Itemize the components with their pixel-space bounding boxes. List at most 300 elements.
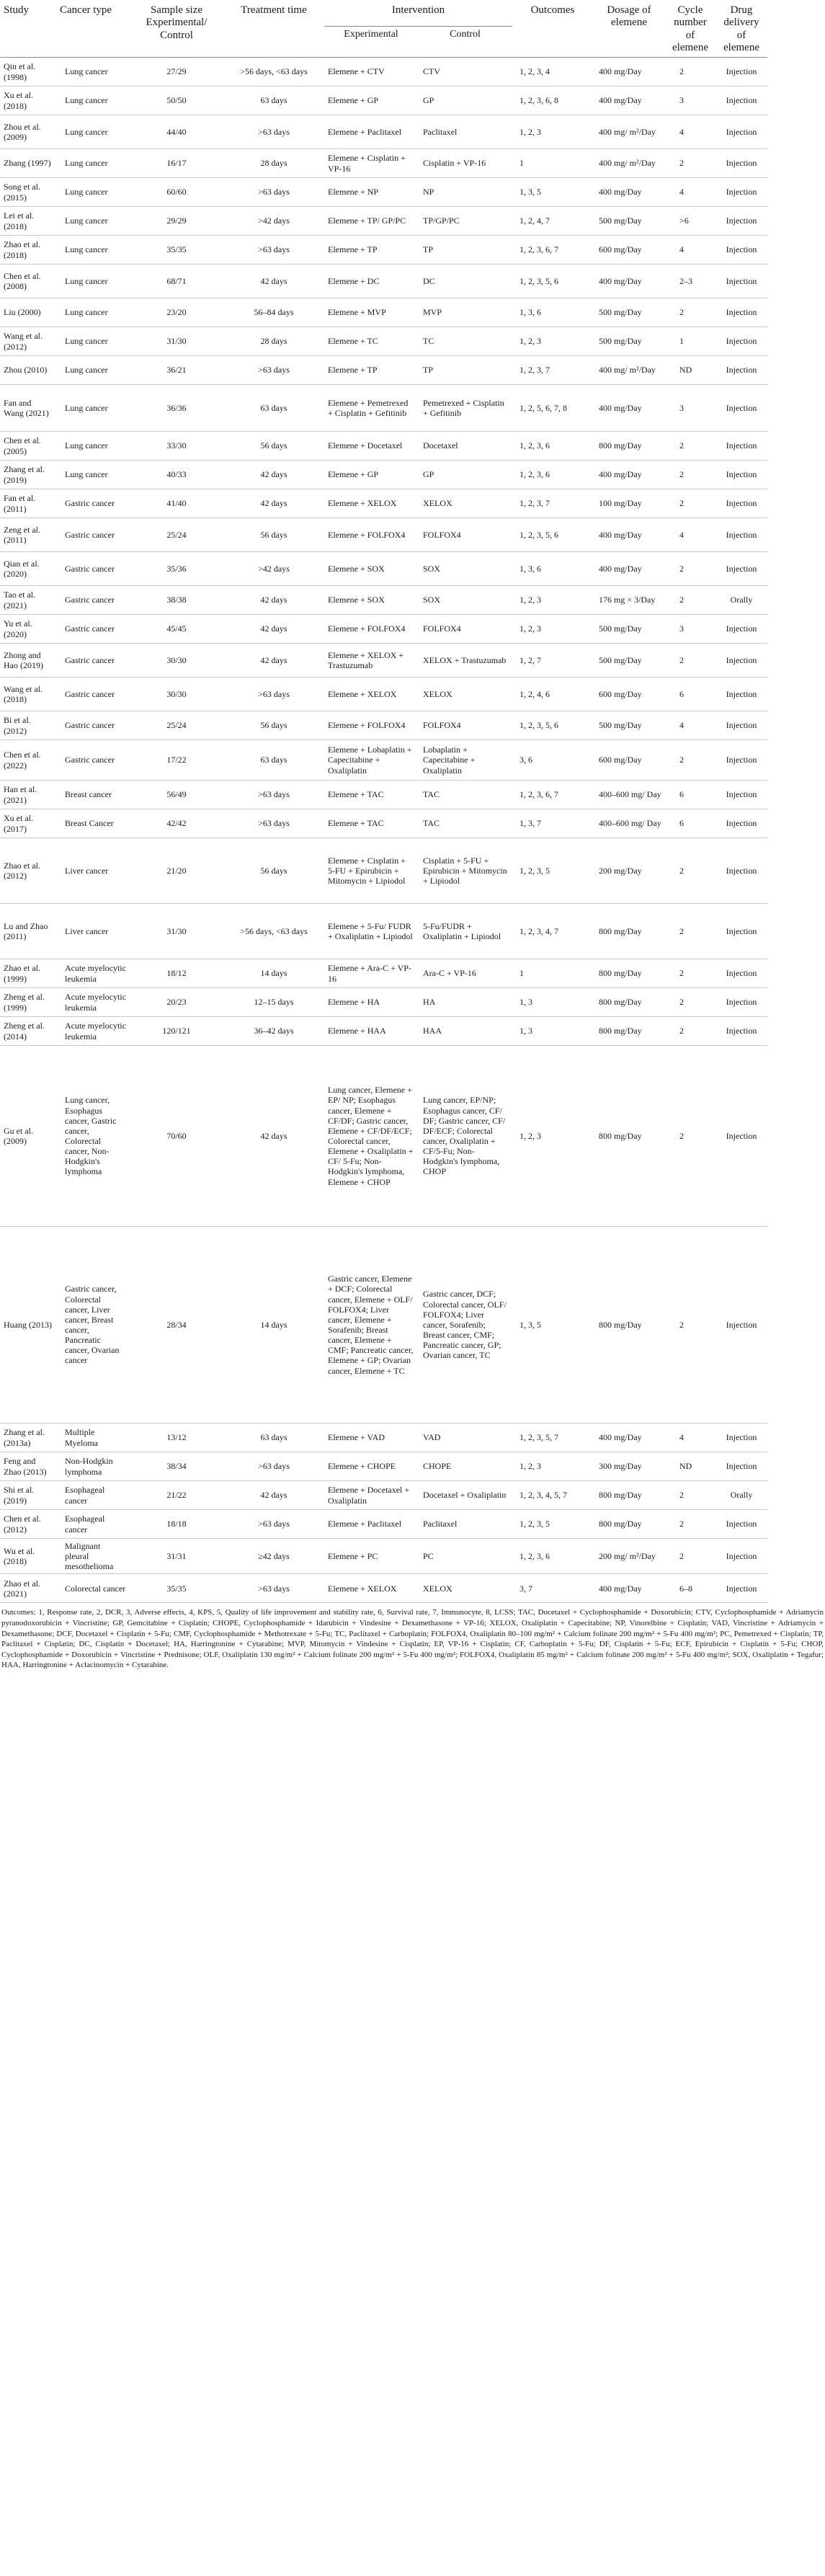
- cell-outcomes: 1, 2, 3, 6: [512, 1539, 593, 1574]
- cell-experimental: Elemene + TP: [324, 236, 418, 265]
- cell-study: Gu et al. (2009): [0, 1046, 56, 1227]
- table-row: [0, 298, 825, 327]
- cell-cycle: 4: [665, 1424, 715, 1452]
- cell-dosage: 800 mg/Day: [593, 988, 665, 1017]
- cell-treatment-time: 63 days: [223, 740, 324, 781]
- table-row: [0, 1424, 825, 1452]
- cell-control: XELOX: [418, 678, 512, 711]
- cell-experimental: Elemene + MVP: [324, 298, 418, 327]
- cell-cancer-type: Lung cancer: [56, 149, 130, 178]
- cell-cancer-type: Multiple Myeloma: [56, 1424, 130, 1452]
- cell-cycle: 3: [665, 615, 715, 644]
- cell-control: GP: [418, 86, 512, 115]
- cell-study: Zhang (1997): [0, 149, 56, 178]
- cell-control: TP/GP/PC: [418, 207, 512, 236]
- table-row: [0, 518, 825, 552]
- header-cycle: Cycle number of elemene: [665, 0, 715, 58]
- cell-experimental: Elemene + Docetaxel: [324, 432, 418, 461]
- cell-cycle: 2: [665, 644, 715, 678]
- cell-cycle: 2: [665, 904, 715, 959]
- cell-sample-size: 21/22: [130, 1481, 223, 1510]
- cell-cancer-type: Gastric cancer: [56, 518, 130, 552]
- table-row: [0, 1539, 825, 1574]
- cell-delivery: Injection: [715, 781, 767, 809]
- cell-outcomes: 1, 2, 3, 6, 7: [512, 781, 593, 809]
- cell-treatment-time: >63 days: [223, 809, 324, 838]
- cell-experimental: Elemene + XELOX + Trastuzumab: [324, 644, 418, 678]
- cell-sample-size: 41/40: [130, 489, 223, 518]
- cell-sample-size: 23/20: [130, 298, 223, 327]
- cell-outcomes: 1, 2, 4, 7: [512, 207, 593, 236]
- cell-delivery: Injection: [715, 265, 767, 298]
- cell-experimental: Elemene + HA: [324, 988, 418, 1017]
- header-study: Study: [0, 0, 56, 58]
- cell-outcomes: 1, 2, 7: [512, 644, 593, 678]
- cell-dosage: 500 mg/Day: [593, 327, 665, 356]
- cell-control: SOX: [418, 586, 512, 615]
- cell-experimental: Elemene + Docetaxel + Oxaliplatin: [324, 1481, 418, 1510]
- cell-control: TP: [418, 356, 512, 385]
- cell-experimental: Elemene + SOX: [324, 552, 418, 586]
- cell-study: Zhao et al. (2018): [0, 236, 56, 265]
- cell-sample-size: 33/30: [130, 432, 223, 461]
- cell-control: Docetaxel: [418, 432, 512, 461]
- cell-experimental: Elemene + 5-Fu/ FUDR + Oxaliplatin + Lipiodol: [324, 904, 418, 959]
- cell-experimental: Elemene + HAA: [324, 1017, 418, 1046]
- cell-cancer-type: Acute myelocytic leukemia: [56, 1017, 130, 1046]
- cell-cycle: 4: [665, 518, 715, 552]
- cell-delivery: Injection: [715, 236, 767, 265]
- cell-outcomes: 3, 6: [512, 740, 593, 781]
- cell-treatment-time: 42 days: [223, 1046, 324, 1227]
- cell-sample-size: 45/45: [130, 615, 223, 644]
- cell-sample-size: 36/21: [130, 356, 223, 385]
- cell-outcomes: 1, 2, 3, 4, 5, 7: [512, 1481, 593, 1510]
- cell-outcomes: 1, 2, 3, 7: [512, 489, 593, 518]
- cell-sample-size: 35/35: [130, 236, 223, 265]
- cell-cycle: 2: [665, 988, 715, 1017]
- cell-cycle: 4: [665, 178, 715, 207]
- cell-dosage: 500 mg/Day: [593, 298, 665, 327]
- cell-control: FOLFOX4: [418, 518, 512, 552]
- cell-treatment-time: 42 days: [223, 586, 324, 615]
- cell-study: Lu and Zhao (2011): [0, 904, 56, 959]
- cell-cancer-type: Lung cancer: [56, 207, 130, 236]
- cell-outcomes: 1, 2, 3, 4: [512, 58, 593, 86]
- cell-study: Bi et al. (2012): [0, 711, 56, 740]
- cell-study: Zhou (2010): [0, 356, 56, 385]
- cell-cancer-type: Breast cancer: [56, 781, 130, 809]
- cell-dosage: 400 mg/Day: [593, 265, 665, 298]
- cell-experimental: Elemene + Cisplatin + VP-16: [324, 149, 418, 178]
- cell-sample-size: 25/24: [130, 518, 223, 552]
- cell-treatment-time: 42 days: [223, 644, 324, 678]
- cell-sample-size: 30/30: [130, 644, 223, 678]
- cell-delivery: Injection: [715, 1017, 767, 1046]
- cell-delivery: Injection: [715, 58, 767, 86]
- cell-delivery: Injection: [715, 298, 767, 327]
- cell-dosage: 400 mg/ m²/Day: [593, 356, 665, 385]
- cell-control: TAC: [418, 809, 512, 838]
- cell-study: Xu et al. (2017): [0, 809, 56, 838]
- table-body: [0, 58, 825, 1671]
- cell-study: Wang et al. (2018): [0, 678, 56, 711]
- cell-control: Gastric cancer, DCF; Colorectal cancer, OLF/ FOLFOX4; Liver cancer, Sorafenib; Breast cancer, CMF; Pancreatic cancer, GP; Ovarian cancer, TC: [418, 1227, 512, 1424]
- cell-treatment-time: >63 days: [223, 356, 324, 385]
- cell-outcomes: 1, 2, 4, 6: [512, 678, 593, 711]
- table-row: [0, 552, 825, 586]
- cell-outcomes: 1: [512, 959, 593, 988]
- cell-experimental: Elemene + TP/ GP/PC: [324, 207, 418, 236]
- cell-cycle: 3: [665, 86, 715, 115]
- cell-dosage: 800 mg/Day: [593, 1017, 665, 1046]
- cell-control: Ara-C + VP-16: [418, 959, 512, 988]
- cell-cancer-type: Lung cancer: [56, 115, 130, 149]
- cell-study: Zhang et al. (2013a): [0, 1424, 56, 1452]
- cell-control: FOLFOX4: [418, 615, 512, 644]
- cell-treatment-time: 42 days: [223, 615, 324, 644]
- cell-delivery: Injection: [715, 678, 767, 711]
- cell-experimental: Elemene + XELOX: [324, 1574, 418, 1603]
- cell-cycle: 2–3: [665, 265, 715, 298]
- cell-sample-size: 17/22: [130, 740, 223, 781]
- cell-treatment-time: >42 days: [223, 207, 324, 236]
- cell-cancer-type: Liver cancer: [56, 838, 130, 904]
- cell-sample-size: 70/60: [130, 1046, 223, 1227]
- cell-cancer-type: Lung cancer: [56, 385, 130, 432]
- cell-control: Paclitaxel: [418, 1510, 512, 1539]
- cell-delivery: Injection: [715, 711, 767, 740]
- cell-sample-size: 21/20: [130, 838, 223, 904]
- cell-delivery: Injection: [715, 489, 767, 518]
- cell-experimental: Elemene + XELOX: [324, 489, 418, 518]
- cell-dosage: 500 mg/Day: [593, 711, 665, 740]
- cell-delivery: Injection: [715, 1510, 767, 1539]
- cell-treatment-time: >63 days: [223, 115, 324, 149]
- cell-delivery: Orally: [715, 586, 767, 615]
- cell-outcomes: 1, 2, 3, 5, 6: [512, 711, 593, 740]
- cell-dosage: 400–600 mg/ Day: [593, 809, 665, 838]
- cell-cancer-type: Lung cancer: [56, 327, 130, 356]
- cell-delivery: Injection: [715, 1046, 767, 1227]
- cell-dosage: 600 mg/Day: [593, 678, 665, 711]
- cell-experimental: Elemene + Cisplatin + 5-FU + Epirubicin + Mitomycin + Lipiodol: [324, 838, 418, 904]
- cell-outcomes: 1, 2, 3: [512, 327, 593, 356]
- cell-study: Huang (2013): [0, 1227, 56, 1424]
- cell-dosage: 800 mg/Day: [593, 1227, 665, 1424]
- cell-cycle: 2: [665, 1046, 715, 1227]
- cell-control: MVP: [418, 298, 512, 327]
- cell-experimental: Elemene + Ara-C + VP-16: [324, 959, 418, 988]
- cell-cycle: 3: [665, 385, 715, 432]
- table-row: [0, 149, 825, 178]
- cell-delivery: Injection: [715, 207, 767, 236]
- table-row: [0, 959, 825, 988]
- cell-cancer-type: Gastric cancer, Colorectal cancer, Liver cancer, Breast cancer, Pancreatic cancer, Ovarian cancer: [56, 1227, 130, 1424]
- cell-cancer-type: Non-Hodgkin lymphoma: [56, 1452, 130, 1481]
- cell-experimental: Elemene + VAD: [324, 1424, 418, 1452]
- cell-cycle: 6–8: [665, 1574, 715, 1603]
- cell-cancer-type: Gastric cancer: [56, 615, 130, 644]
- cell-experimental: Elemene + PC: [324, 1539, 418, 1574]
- table-row: [0, 356, 825, 385]
- cell-treatment-time: 12–15 days: [223, 988, 324, 1017]
- cell-experimental: Elemene + TAC: [324, 781, 418, 809]
- cell-delivery: Orally: [715, 1481, 767, 1510]
- cell-delivery: Injection: [715, 988, 767, 1017]
- cell-cancer-type: Lung cancer: [56, 236, 130, 265]
- cell-dosage: 800 mg/Day: [593, 1046, 665, 1227]
- cell-sample-size: 31/30: [130, 327, 223, 356]
- cell-cancer-type: Lung cancer: [56, 58, 130, 86]
- cell-treatment-time: >42 days: [223, 552, 324, 586]
- cell-outcomes: 1, 3, 6: [512, 552, 593, 586]
- cell-study: Chen et al. (2005): [0, 432, 56, 461]
- header-treatment-time: Treatment time: [223, 0, 324, 58]
- cell-outcomes: 1, 2, 3, 5: [512, 1510, 593, 1539]
- cell-delivery: Injection: [715, 644, 767, 678]
- table-row: [0, 385, 825, 432]
- cell-dosage: 800 mg/Day: [593, 432, 665, 461]
- cell-experimental: Elemene + GP: [324, 86, 418, 115]
- cell-control: PC: [418, 1539, 512, 1574]
- cell-dosage: 176 mg × 3/Day: [593, 586, 665, 615]
- cell-cycle: 2: [665, 1539, 715, 1574]
- cell-delivery: Injection: [715, 385, 767, 432]
- cell-cancer-type: Gastric cancer: [56, 740, 130, 781]
- cell-treatment-time: 42 days: [223, 1481, 324, 1510]
- cell-cycle: ND: [665, 356, 715, 385]
- cell-control: Cisplatin + VP-16: [418, 149, 512, 178]
- cell-study: Zeng et al. (2011): [0, 518, 56, 552]
- cell-treatment-time: 14 days: [223, 1227, 324, 1424]
- cell-dosage: 500 mg/Day: [593, 207, 665, 236]
- cell-dosage: 400 mg/Day: [593, 58, 665, 86]
- cell-delivery: Injection: [715, 356, 767, 385]
- cell-cancer-type: Breast Cancer: [56, 809, 130, 838]
- cell-cancer-type: Acute myelocytic leukemia: [56, 959, 130, 988]
- table-row: [0, 1227, 825, 1424]
- cell-treatment-time: 63 days: [223, 385, 324, 432]
- cell-control: XELOX: [418, 1574, 512, 1603]
- cell-outcomes: 1, 2, 3, 4, 7: [512, 904, 593, 959]
- cell-sample-size: 40/33: [130, 461, 223, 489]
- cell-experimental: Elemene + TC: [324, 327, 418, 356]
- cell-sample-size: 30/30: [130, 678, 223, 711]
- cell-study: Zhou et al. (2009): [0, 115, 56, 149]
- table-row: [0, 58, 825, 86]
- cell-control: HA: [418, 988, 512, 1017]
- cell-cycle: 6: [665, 678, 715, 711]
- table-row: [0, 178, 825, 207]
- cell-outcomes: 1, 3, 6: [512, 298, 593, 327]
- cell-experimental: Elemene + Paclitaxel: [324, 1510, 418, 1539]
- cell-outcomes: 1, 2, 3: [512, 115, 593, 149]
- cell-cancer-type: Acute myelocytic leukemia: [56, 988, 130, 1017]
- cell-treatment-time: 14 days: [223, 959, 324, 988]
- cell-cycle: 2: [665, 586, 715, 615]
- table-row: [0, 1017, 825, 1046]
- cell-delivery: Injection: [715, 149, 767, 178]
- header-control: Control: [418, 26, 512, 57]
- cell-control: HAA: [418, 1017, 512, 1046]
- cell-study: Qian et al. (2020): [0, 552, 56, 586]
- cell-study: Liu (2000): [0, 298, 56, 327]
- cell-control: FOLFOX4: [418, 711, 512, 740]
- cell-study: Han et al. (2021): [0, 781, 56, 809]
- cell-cycle: 2: [665, 838, 715, 904]
- table-row: [0, 781, 825, 809]
- cell-study: Song et al. (2015): [0, 178, 56, 207]
- cell-sample-size: 25/24: [130, 711, 223, 740]
- cell-experimental: Elemene + SOX: [324, 586, 418, 615]
- header-dosage: Dosage of elemene: [593, 0, 665, 58]
- cell-control: XELOX + Trastuzumab: [418, 644, 512, 678]
- cell-dosage: 500 mg/Day: [593, 615, 665, 644]
- cell-dosage: 800 mg/Day: [593, 1481, 665, 1510]
- cell-outcomes: 1, 3, 5: [512, 178, 593, 207]
- table-row: [0, 207, 825, 236]
- cell-cycle: 1: [665, 327, 715, 356]
- cell-treatment-time: >63 days: [223, 678, 324, 711]
- cell-dosage: 200 mg/Day: [593, 838, 665, 904]
- cell-experimental: Elemene + XELOX: [324, 678, 418, 711]
- cell-cycle: ND: [665, 1452, 715, 1481]
- cell-cancer-type: Lung cancer: [56, 265, 130, 298]
- cell-cancer-type: Lung cancer, Esophagus cancer, Gastric cancer, Colorectal cancer, Non-Hodgkin's lymphoma: [56, 1046, 130, 1227]
- cell-cycle: 2: [665, 298, 715, 327]
- table-row: [0, 1481, 825, 1510]
- cell-dosage: 400 mg/Day: [593, 461, 665, 489]
- cell-outcomes: 1: [512, 149, 593, 178]
- cell-dosage: 200 mg/ m²/Day: [593, 1539, 665, 1574]
- cell-study: Zheng et al. (2014): [0, 1017, 56, 1046]
- cell-outcomes: 1, 2, 3, 5, 6: [512, 518, 593, 552]
- cell-cycle: 2: [665, 461, 715, 489]
- cell-delivery: Injection: [715, 904, 767, 959]
- cell-study: Qin et al. (1998): [0, 58, 56, 86]
- cell-dosage: 800 mg/Day: [593, 904, 665, 959]
- cell-experimental: Elemene + Lobaplatin + Capecitabine + Oxaliplatin: [324, 740, 418, 781]
- cell-study: Zhao et al. (1999): [0, 959, 56, 988]
- cell-outcomes: 1, 3: [512, 988, 593, 1017]
- cell-dosage: 600 mg/Day: [593, 740, 665, 781]
- cell-outcomes: 1, 2, 3: [512, 615, 593, 644]
- cell-experimental: Elemene + Pemetrexed + Cisplatin + Gefitinib: [324, 385, 418, 432]
- cell-sample-size: 36/36: [130, 385, 223, 432]
- cell-study: Chen et al. (2022): [0, 740, 56, 781]
- cell-cycle: 2: [665, 489, 715, 518]
- table-row: [0, 586, 825, 615]
- cell-study: Chen et al. (2008): [0, 265, 56, 298]
- cell-cycle: 2: [665, 740, 715, 781]
- cell-outcomes: 1, 2, 3, 5, 7: [512, 1424, 593, 1452]
- cell-cycle: 6: [665, 809, 715, 838]
- cell-outcomes: 1, 2, 3: [512, 586, 593, 615]
- cell-outcomes: 1, 2, 3, 6, 8: [512, 86, 593, 115]
- table-row: [0, 809, 825, 838]
- cell-sample-size: 13/12: [130, 1424, 223, 1452]
- cell-experimental: Elemene + CHOPE: [324, 1452, 418, 1481]
- cell-cancer-type: Lung cancer: [56, 178, 130, 207]
- cell-delivery: Injection: [715, 809, 767, 838]
- cell-sample-size: 28/34: [130, 1227, 223, 1424]
- cell-delivery: Injection: [715, 959, 767, 988]
- cell-study: Tao et al. (2021): [0, 586, 56, 615]
- cell-study: Zhong and Hao (2019): [0, 644, 56, 678]
- header-experimental: Experimental: [324, 26, 418, 57]
- cell-cancer-type: Lung cancer: [56, 356, 130, 385]
- cell-study: Wang et al. (2012): [0, 327, 56, 356]
- table-row: [0, 327, 825, 356]
- cell-cancer-type: Esophageal cancer: [56, 1510, 130, 1539]
- table-row: [0, 86, 825, 115]
- cell-delivery: Injection: [715, 461, 767, 489]
- cell-treatment-time: >56 days, <63 days: [223, 904, 324, 959]
- cell-treatment-time: 42 days: [223, 461, 324, 489]
- cell-treatment-time: 42 days: [223, 265, 324, 298]
- cell-sample-size: 60/60: [130, 178, 223, 207]
- cell-control: SOX: [418, 552, 512, 586]
- cell-experimental: Elemene + Paclitaxel: [324, 115, 418, 149]
- table-row: [0, 904, 825, 959]
- table-row: [0, 678, 825, 711]
- cell-treatment-time: 56 days: [223, 838, 324, 904]
- cell-control: Docetaxel + Oxaliplatin: [418, 1481, 512, 1510]
- cell-dosage: 600 mg/Day: [593, 236, 665, 265]
- cell-cycle: 2: [665, 58, 715, 86]
- cell-sample-size: 120/121: [130, 1017, 223, 1046]
- cell-dosage: 400 mg/Day: [593, 86, 665, 115]
- cell-delivery: Injection: [715, 1227, 767, 1424]
- cell-delivery: Injection: [715, 552, 767, 586]
- cell-experimental: Elemene + TP: [324, 356, 418, 385]
- cell-cancer-type: Gastric cancer: [56, 644, 130, 678]
- cell-treatment-time: 56 days: [223, 432, 324, 461]
- cell-sample-size: 38/34: [130, 1452, 223, 1481]
- header-delivery: Drug delivery of elemene: [715, 0, 767, 58]
- cell-cancer-type: Lung cancer: [56, 298, 130, 327]
- cell-delivery: Injection: [715, 1424, 767, 1452]
- cell-outcomes: 1, 3, 5: [512, 1227, 593, 1424]
- table-row: [0, 1452, 825, 1481]
- cell-cancer-type: Gastric cancer: [56, 552, 130, 586]
- cell-delivery: Injection: [715, 518, 767, 552]
- cell-delivery: Injection: [715, 1539, 767, 1574]
- cell-dosage: 400 mg/ m²/Day: [593, 115, 665, 149]
- cell-outcomes: 1, 2, 5, 6, 7, 8: [512, 385, 593, 432]
- cell-dosage: 400 mg/Day: [593, 178, 665, 207]
- cell-sample-size: 35/35: [130, 1574, 223, 1603]
- table-row: [0, 615, 825, 644]
- cell-cancer-type: Lung cancer: [56, 432, 130, 461]
- cell-study: Zhao et al. (2012): [0, 838, 56, 904]
- cell-control: Lung cancer, EP/NP; Esophagus cancer, CF/ DF; Gastric cancer, CF/ DF/ECF; Colorectal cancer, Oxaliplatin + CF/5-Fu; Non-Hodgkin's lymphoma, CHOP: [418, 1046, 512, 1227]
- footnote-row: [0, 1603, 825, 1671]
- cell-sample-size: 38/38: [130, 586, 223, 615]
- cell-cycle: 2: [665, 959, 715, 988]
- cell-outcomes: 1, 2, 3, 5: [512, 838, 593, 904]
- cell-delivery: Injection: [715, 115, 767, 149]
- cell-dosage: 400 mg/Day: [593, 1424, 665, 1452]
- table-row: [0, 265, 825, 298]
- table-row: [0, 1574, 825, 1603]
- cell-treatment-time: >63 days: [223, 1510, 324, 1539]
- cell-control: TAC: [418, 781, 512, 809]
- footnote-cell: [0, 1603, 825, 1671]
- cell-experimental: Lung cancer, Elemene + EP/ NP; Esophagus cancer, Elemene + CF/DF; Gastric cancer, Elemene + CF/DF/ECF; Colorectal cancer, Elemene + Oxaliplatin + CF/ 5-Fu; Non-Hodgkin's lymphoma, Elemene + CHOP: [324, 1046, 418, 1227]
- cell-treatment-time: 28 days: [223, 327, 324, 356]
